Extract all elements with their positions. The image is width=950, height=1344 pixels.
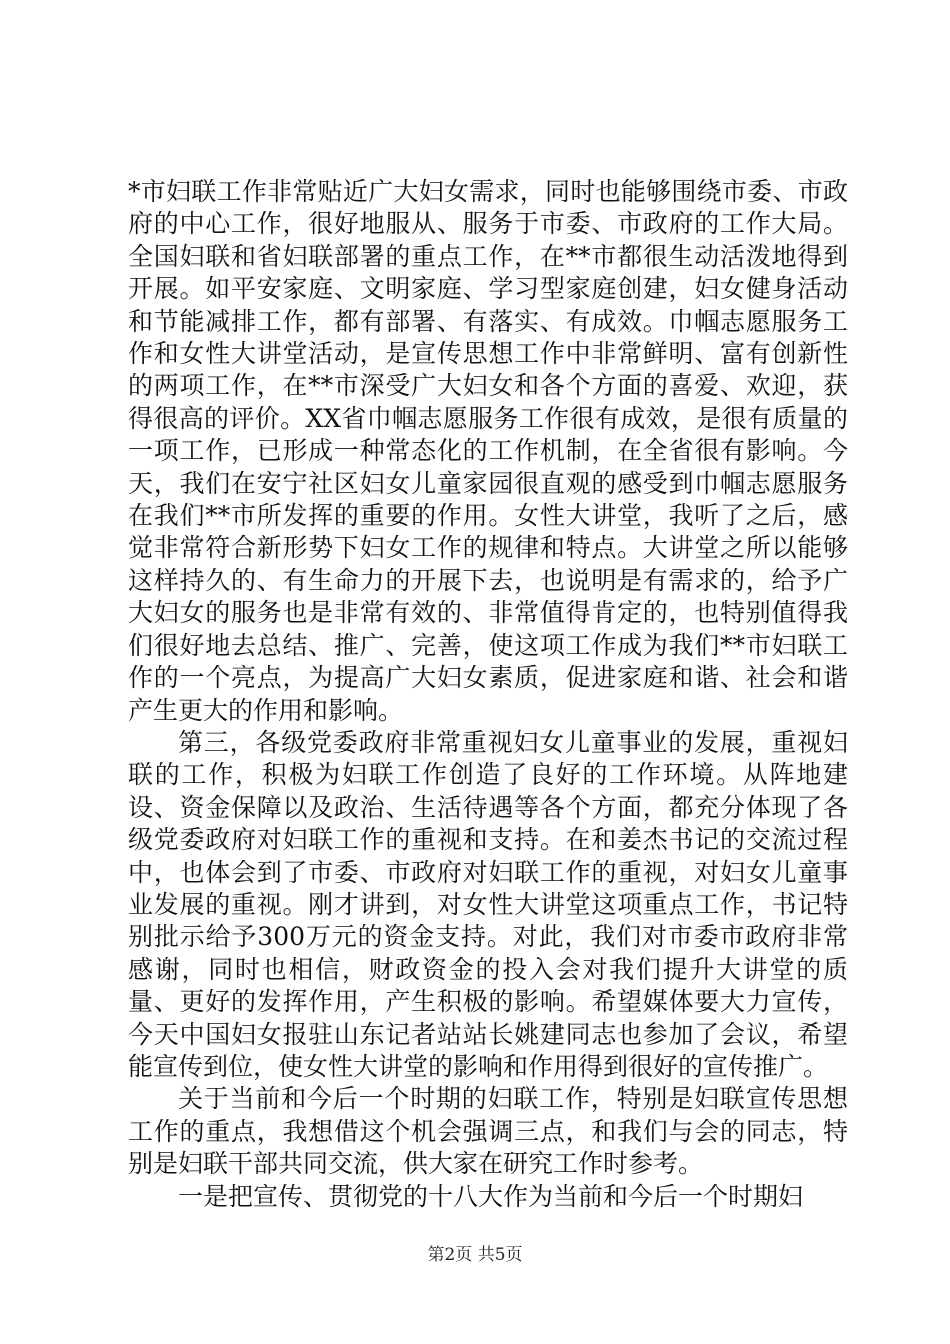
document-body [128, 176, 848, 1213]
page-number: 第2页 共5页 [427, 1245, 523, 1265]
page-footer [0, 1240, 950, 1265]
paragraph-2: 第三，各级党委政府非常重视妇女儿童事业的发展，重视妇联的工作，积极为妇联工作创造了良好的工作环境。从阵地建设、资金保障以及政治、生活待遇等各个方面，都充分体现了各级党委政府对妇联工作的重视和支持。在和姜杰书记的交流过程中，也体会到了市委、市政府对妇联工作的重视，对妇女儿童事业发展的重视。刚才讲到，对女性大讲堂这项重点工作，书记特别批示给予300万元的资金支持。对此，我们对市委市政府非常感谢，同时也相信，财政资金的投入会对我们提升大讲堂的质量、更好的发挥作用，产生积极的影响。希望媒体要大力宣传，今天中国妇女报驻山东记者站站长姚建同志也参加了会议，希望能宣传到位，使女性大讲堂的影响和作用得到很好的宣传推广。 [128, 727, 848, 1081]
paragraph-1: *市妇联工作非常贴近广大妇女需求，同时也能够围绕市委、市政府的中心工作，很好地服从、服务于市委、市政府的工作大局。全国妇联和省妇联部署的重点工作，在**市都很生动活泼地得到开展。如平安家庭、文明家庭、学习型家庭创建，妇女健身活动和节能减排工作，都有部署、有落实、有成效。巾帼志愿服务工作和女性大讲堂活动，是宣传思想工作中非常鲜明、富有创新性的两项工作，在**市深受广大妇女和各个方面的喜爱、欢迎，获得很高的评价。XX省巾帼志愿服务工作很有成效，是很有质量的一项工作，已形成一种常态化的工作机制，在全省很有影响。今天，我们在安宁社区妇女儿童家园很直观的感受到巾帼志愿服务在我们**市所发挥的重要的作用。女性大讲堂，我听了之后，感觉非常符合新形势下妇女工作的规律和特点。大讲堂之所以能够这样持久的、有生命力的开展下去，也说明是有需求的，给予广大妇女的服务也是非常有效的、非常值得肯定的，也特别值得我们很好地去总结、推广、完善，使这项工作成为我们**市妇联工作的一个亮点，为提高广大妇女素质，促进家庭和谐、社会和谐产生更大的作用和影响。 [128, 177, 848, 725]
paragraph-3: 关于当前和今后一个时期的妇联工作，特别是妇联宣传思想工作的重点，我想借这个机会强调三点，和我们与会的同志，特别是妇联干部共同交流，供大家在研究工作时参考。 [128, 1084, 848, 1179]
paragraph-4: 一是把宣传、贯彻党的十八大作为当前和今后一个时期妇 [178, 1181, 804, 1211]
